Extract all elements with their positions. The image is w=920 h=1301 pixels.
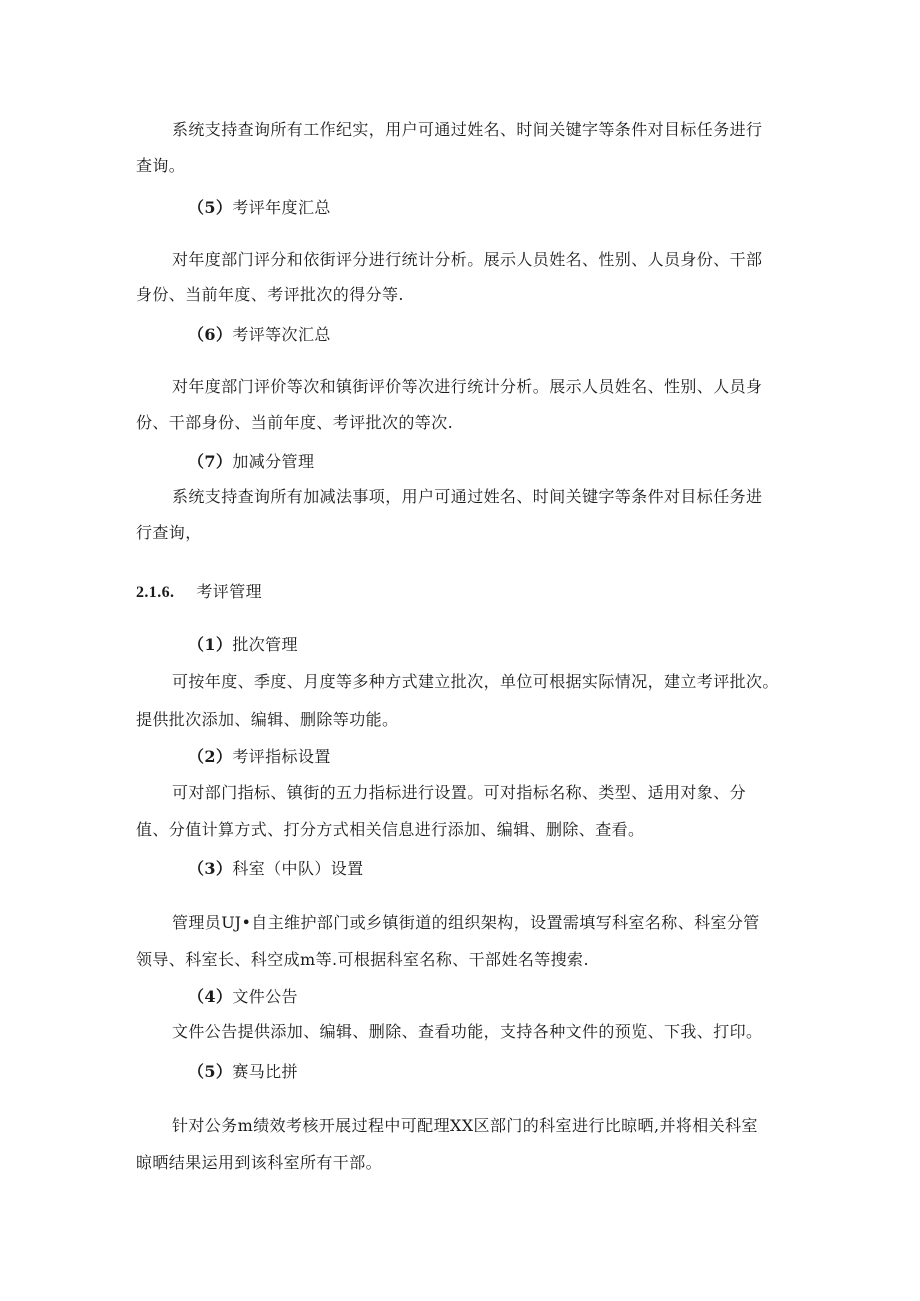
subheading-number: （3） [188,859,233,878]
paragraph-line: 文件公告提供添加、编辑、删除、查看功能，支持各种文件的预览、下我、打印。 [172,1022,763,1041]
subheading [188,325,331,345]
paragraph-line: 身份、当前年度、考评批次的得分等. [136,285,404,304]
subheading-title: 文件公告 [232,987,298,1006]
subheading-title: 科室（中队）设置 [232,859,364,878]
subheading-title: 考评等次汇总 [232,325,331,344]
subheading [188,452,314,472]
paragraph-line: 对年度部门评价等次和镇街评价等次进行统计分析。展示人员姓名、性别、人员身 [172,377,763,396]
paragraph-line: 值、分值计算方式、打分方式相关信息进行添加、编辑、删除、查看。 [136,820,645,839]
subheading-title: 批次管理 [232,635,298,654]
section-title: 考评管理 [196,582,263,601]
subheading-number: （4） [188,987,233,1006]
subheading-number: （5） [188,198,233,217]
paragraph-line: 份、干部身份、当前年度、考评批次的等次. [136,413,454,432]
paragraph-line: 查询。 [136,156,186,175]
paragraph-line: 针对公务m绩效考核开展过程中可配理XX区部门的科室进行比晾晒,并将相关科室 [172,1116,758,1135]
subheading [188,635,298,655]
paragraph-line: 晾晒结果运用到该科室所有干部。 [136,1153,383,1172]
section-heading [136,582,262,603]
subheading-title: 考评年度汇总 [232,198,331,217]
subheading [188,859,364,879]
paragraph-line: 管理员UJ•自主维护部门或乡镇街道的组织架构，设置需填写科室名称、科室分管 [172,913,760,932]
subheading-number: （6） [188,325,233,344]
subheading-title: 赛马比拼 [232,1062,298,1081]
subheading [188,1062,298,1082]
paragraph-line: 系统支持查询所有加减法事项，用户可通过姓名、时间关键字等条件对目标任务进 [172,487,763,506]
paragraph-line: 行查询， [136,523,202,542]
paragraph-line: 可按年度、季度、月度等多种方式建立批次，单位可根据实际情况，建立考评批次。 [172,672,779,691]
section-number: 2.1.6. [136,584,175,601]
paragraph-line: 可对部门指标、镇街的五力指标进行设置。可对指标名称、类型、适用对象、分 [172,783,747,802]
paragraph-line: 系统支持查询所有工作纪实，用户可通过姓名、时间关键字等条件对目标任务进行 [172,120,763,139]
subheading-number: （5） [188,1062,233,1081]
subheading [188,987,298,1007]
paragraph-line: 领导、科室长、科空成m等.可根据科室名称、干部姓名等搜索. [136,950,589,969]
paragraph-line: 对年度部门评分和依街评分进行统计分析。展示人员姓名、性别、人员身份、干部 [172,250,763,269]
paragraph-line: 提供批次添加、编辑、删除等功能。 [136,710,399,729]
subheading-number: （1） [188,635,233,654]
subheading-title: 加减分管理 [232,452,315,471]
subheading [188,747,331,767]
subheading [188,198,331,218]
subheading-number: （2） [188,747,233,766]
subheading-title: 考评指标设置 [232,747,331,766]
subheading-number: （7） [188,452,233,471]
